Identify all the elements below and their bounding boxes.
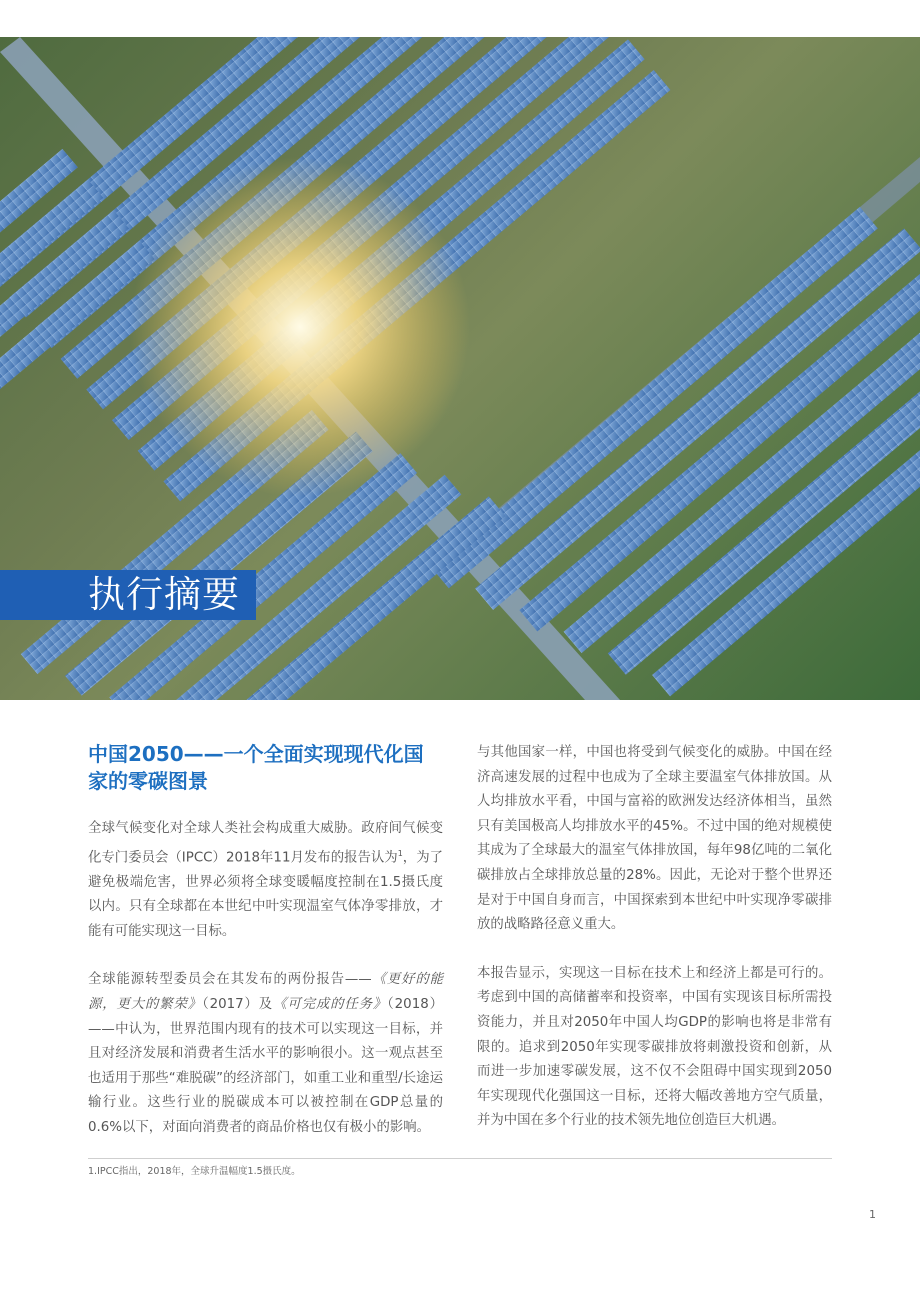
footnote-ref[interactable]: 1 xyxy=(397,848,403,858)
section-heading: 中国2050——一个全面实现现代化国家的零碳图景 xyxy=(88,742,424,793)
right-column xyxy=(477,741,832,1158)
page-number: 1 xyxy=(869,1208,876,1221)
paragraph: 全球气候变化对全球人类社会构成重大威胁。政府间气候变化专门委员会（IPCC）2018年11月发布的报告认为$^1$，为了避免极端危害，世界必须将全球变暖幅度控制在1.5摄氏度以内。只有全球都在本世纪中叶实现温室气体净零排放，才能有可能实现这一目标。 xyxy=(88,821,444,939)
report-title: 《更好的能源，更大的繁荣》 xyxy=(88,972,444,1013)
paragraph: 与其他国家一样，中国也将受到气候变化的威胁。中国在经济高速发展的过程中也成为了全球主要温室气体排放国。从人均排放水平看，中国与富裕的欧洲发达经济体相当，虽然只有美国极高人均排放水平的45%。不过中国的绝对规模使其成为了全球最大的温室气体排放国，每年98亿吨的二氧化碳排放占全球排放总量的28%。因此，无论对于整个世界还是对于中国自身而言，中国探索到本世纪中叶实现净零碳排放的战略路径意义重大。 xyxy=(477,745,832,933)
paragraph: 本报告显示，实现这一目标在技术上和经济上都是可行的。考虑到中国的高储蓄率和投资率，中国有实现该目标所需投资能力，并且对2050年中国人均GDP的影响也将是非常有限的。追求到2050年实现零碳排放将刺激投资和创新，从而进一步加速零碳发展，这不仅不会阻碍中国实现到2050年实现现代化强国这一目标，还将大幅改善地方空气质量，并为中国在多个行业的技术领先地位创造巨大机遇。 xyxy=(477,965,832,1129)
footnote-divider xyxy=(88,1158,832,1159)
section-title: 执行摘要 xyxy=(88,573,240,616)
left-column xyxy=(88,741,443,1165)
footnote: 1.IPCC指出，2018年，全球升温幅度1.5摄氏度。 xyxy=(88,1166,301,1177)
paragraph: 全球能源转型委员会在其发布的两份报告——《更好的能源，更大的繁荣》（2017）及《可完成的任务》（2018）——中认为，世界范围内现有的技术可以实现这一目标，并且对经济发展和消费者生活水平的影响很小。这一观点甚至也适用于那些“难脱碳”的经济部门，如重工业和重型/长途运输行业。这些行业的脱碳成本可以被控制在GDP总量的0.6%以下，对面向消费者的商品价格也仅有极小的影响。 xyxy=(88,972,444,1135)
report-title: 《可完成的任务》 xyxy=(273,997,388,1013)
